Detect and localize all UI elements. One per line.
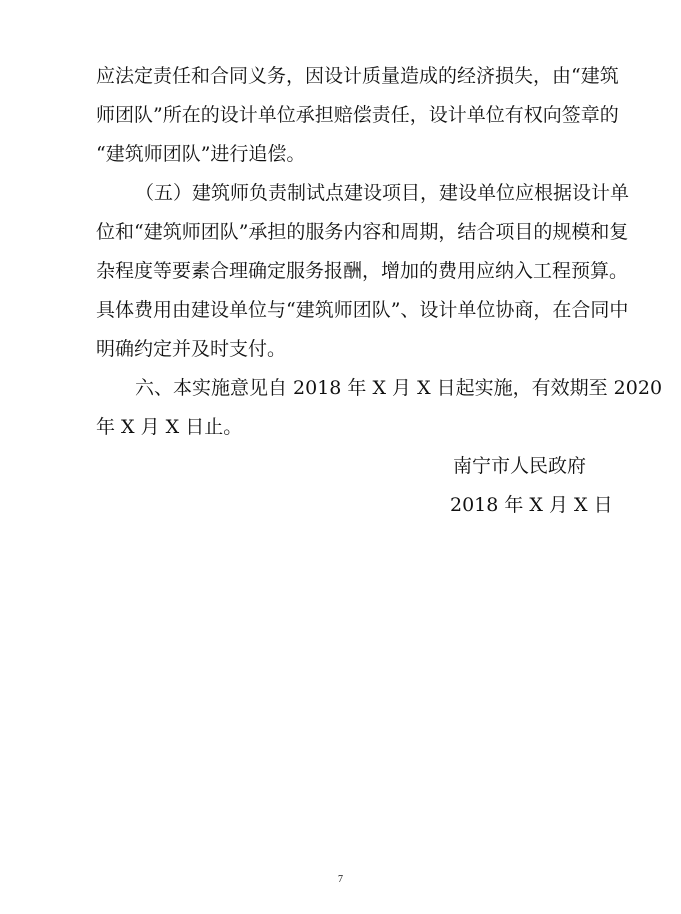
paragraph-2-line-5: 明确约定并及时支付。 [96, 338, 287, 360]
signature-issuer: 南宁市人民政府 [453, 455, 587, 477]
paragraph-1-line-1: 应法定责任和合同义务，因设计质量造成的经济损失，由“建筑 [96, 65, 619, 87]
paragraph-2-line-3: 杂程度等要素合理确定服务报酬，增加的费用应纳入工程预算。 [96, 260, 629, 282]
page-number: 7 [338, 874, 343, 885]
paragraph-1-line-3: “建筑师团队”进行追偿。 [96, 143, 306, 165]
signature-date: 2018 年 X 月 X 日 [450, 494, 613, 516]
paragraph-3-line-2: 年 X 月 X 日止。 [96, 416, 243, 438]
paragraph-2-line-2: 位和“建筑师团队”承担的服务内容和周期，结合项目的规模和复 [96, 221, 629, 243]
paragraph-2-line-1: （五）建筑师负责制试点建设项目，建设单位应根据设计单 [135, 182, 630, 204]
paragraph-2-line-4: 具体费用由建设单位与“建筑师团队”、设计单位协商，在合同中 [96, 299, 629, 321]
paragraph-3-line-1: 六、本实施意见自 2018 年 X 月 X 日起实施，有效期至 2020 [135, 377, 663, 399]
paragraph-1-line-2: 师团队”所在的设计单位承担赔偿责任，设计单位有权向签章的 [96, 104, 619, 126]
